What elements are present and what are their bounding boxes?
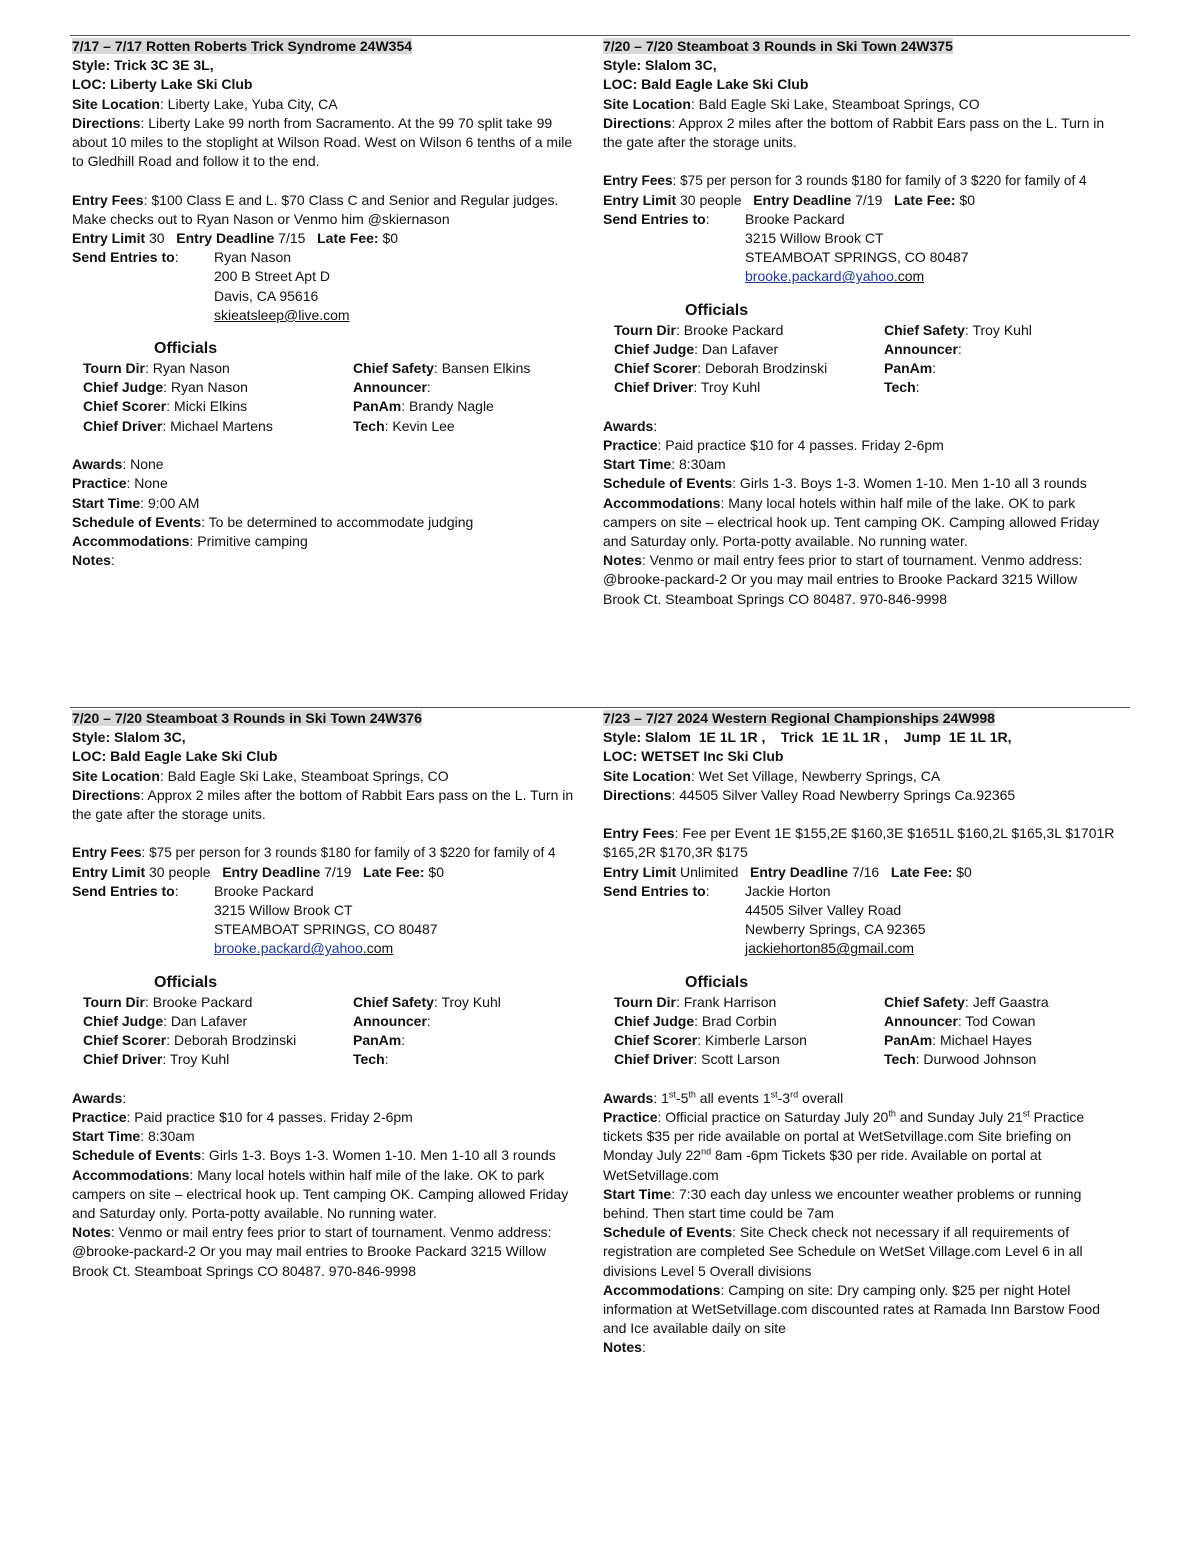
notes-label: Notes xyxy=(603,1339,642,1356)
tourn-dir-value: : Brooke Packard xyxy=(675,321,784,338)
tournament-title: 7/20 – 7/20 Steamboat 3 Rounds in Ski Town 24W375 xyxy=(603,38,953,54)
schedule-value: : To be determined to accommodate judging xyxy=(201,513,474,530)
entry-deadline-label: Entry Deadline xyxy=(176,230,275,247)
late-fee-value: $0 xyxy=(424,863,444,880)
site-value: : Bald Eagle Ski Lake, Steamboat Springs, CO xyxy=(690,95,980,112)
send-entries-label: Send Entries to xyxy=(72,249,175,266)
entry-fees-label: Entry Fees xyxy=(72,845,142,861)
tourn-dir-value: : Frank Harrison xyxy=(675,993,777,1010)
accommodations-label: Accommodations xyxy=(72,533,190,550)
awards-value: : None xyxy=(122,456,164,473)
send-email-link[interactable] xyxy=(214,939,438,958)
directions-value: : Approx 2 miles after the bottom of Rabbit Ears pass on the L. Turn in the gate after the storage units. xyxy=(72,786,574,823)
send-email-link[interactable]: jackiehorton85@gmail.com xyxy=(745,940,915,957)
middle-separator xyxy=(70,707,1130,708)
practice-value xyxy=(603,1109,1084,1183)
practice-label: Practice xyxy=(603,437,658,453)
entry-deadline-value: 7/19 xyxy=(851,191,883,208)
chief-judge-label: Chief Judge xyxy=(83,379,164,396)
accommodations-label: Accommodations xyxy=(72,1166,190,1183)
accommodations-label: Accommodations xyxy=(603,494,721,511)
tourn-dir-value: : Ryan Nason xyxy=(144,360,230,377)
chief-scorer-value: : Deborah Brodzinski xyxy=(166,1032,297,1049)
practice-sup: th xyxy=(888,1108,896,1119)
tech-label: Tech xyxy=(353,1051,385,1068)
directions-value: : Approx 2 miles after the bottom of Rabbit Ears pass on the L. Turn in the gate after the storage units. xyxy=(603,114,1105,151)
awards-part: -5 xyxy=(675,1089,689,1106)
chief-judge-value: : Brad Corbin xyxy=(694,1012,777,1029)
schedule-label: Schedule of Events xyxy=(72,1147,202,1164)
directions-value: : 44505 Silver Valley Road Newberry Springs Ca.92365 xyxy=(671,786,1016,803)
accommodations-value: : Camping on site: Dry camping only. $25 per night Hotel information at WetSetvillage.com discounted rates at Ramada Inn Barstow Food and Ice available daily on site xyxy=(603,1281,1100,1337)
tourn-dir-label: Tourn Dir xyxy=(83,993,145,1010)
entry-fees-label: Entry Fees xyxy=(72,191,144,208)
style-label: Style: xyxy=(72,729,111,746)
announcer-label: Announcer xyxy=(353,1012,427,1029)
entry-deadline-label: Entry Deadline xyxy=(222,863,321,880)
tech-value: : Kevin Lee xyxy=(384,417,455,434)
chief-driver-label: Chief Driver xyxy=(83,1051,163,1068)
chief-safety-label: Chief Safety xyxy=(353,993,434,1010)
awards-value xyxy=(653,1090,843,1106)
start-time-label: Start Time xyxy=(72,494,141,511)
send-colon: : xyxy=(174,882,179,899)
officials-title: Officials xyxy=(154,340,218,358)
chief-scorer-label: Chief Scorer xyxy=(83,398,167,415)
entry-fees-value: : $75 per person for 3 rounds $180 for family of 3 $220 for family of 4 xyxy=(141,845,556,861)
start-time-label: Start Time xyxy=(72,1128,141,1145)
accommodations-value: : Many local hotels within half mile of the lake. OK to park campers on site – electrical hook up. Tent camping OK. Camping allowed Friday and Saturday only. Porta-potty available. No running water. xyxy=(603,494,1100,550)
notes-value: : Venmo or mail entry fees prior to start of tournament. Venmo address: @brooke-packard-2 Or you may mail entries to Brooke Packard 3215 Willow Brook Ct. Steamboat Springs CO 80487. 970-846-9998 xyxy=(603,552,1083,607)
send-name: Brooke Packard xyxy=(214,882,314,899)
announcer-label: Announcer xyxy=(353,379,427,396)
entry-limit-value: 30 people xyxy=(676,191,742,208)
entry-deadline-label: Entry Deadline xyxy=(750,863,849,880)
officials-grid xyxy=(83,993,586,1070)
tech-label: Tech xyxy=(884,379,916,396)
site-value: : Bald Eagle Ski Lake, Steamboat Springs, CO xyxy=(159,767,449,784)
awards-value: : xyxy=(122,1089,127,1106)
send-entries-label: Send Entries to xyxy=(603,882,706,899)
announcer-value: : xyxy=(426,379,431,396)
send-entries xyxy=(72,248,586,325)
chief-safety-value: : Troy Kuhl xyxy=(964,321,1032,338)
panam-value: : xyxy=(401,1032,406,1049)
officials-title: Officials xyxy=(685,301,749,319)
accommodations-label: Accommodations xyxy=(603,1281,721,1298)
chief-safety-value: : Bansen Elkins xyxy=(433,360,531,377)
chief-scorer-label: Chief Scorer xyxy=(83,1032,167,1049)
entry-fees-value: : $75 per person for 3 rounds $180 for family of 3 $220 for family of 4 xyxy=(672,173,1087,189)
tournament-title: 7/23 – 7/27 2024 Western Regional Championships 24W998 xyxy=(603,710,995,726)
send-street: 3215 Willow Brook CT xyxy=(214,902,353,919)
chief-scorer-value: : Micki Elkins xyxy=(166,398,248,415)
schedule-value: : Site Check check not necessary if all requirements of registration are completed See Schedule on WetSet Village.com Level 6 in all divisions Level 5 Overall divisions xyxy=(603,1224,1083,1279)
officials-grid xyxy=(614,993,1117,1070)
entry-limit-value: 30 xyxy=(145,230,165,247)
awards-label: Awards xyxy=(603,1089,654,1106)
directions-value: : Liberty Lake 99 north from Sacramento. At the 99 70 split take 99 about 10 miles to the stoplight at Wilson Road. West on Wilson 6 tenths of a mile to Gledhill Road and follow it to the end. xyxy=(72,114,573,170)
officials-grid xyxy=(614,321,1117,398)
panam-value: : Brandy Nagle xyxy=(401,398,494,415)
entry-fees-value: : Fee per Event 1E $155,2E $160,3E $1651L $160,2L $165,3L $1701R $165,2R $170,3R $175 xyxy=(603,825,1115,861)
chief-driver-label: Chief Driver xyxy=(614,379,694,396)
panam-label: PanAm xyxy=(353,1032,402,1049)
practice-part: Practice tickets $35 per ride available on portal at WetSetvillage.com Site briefing on Monday July 22 xyxy=(603,1109,1085,1164)
late-fee-label: Late Fee: xyxy=(317,230,379,247)
notes-label: Notes xyxy=(72,1224,111,1241)
awards-label: Awards xyxy=(603,417,654,434)
chief-driver-label: Chief Driver xyxy=(614,1051,694,1068)
start-time-label: Start Time xyxy=(603,456,672,473)
practice-value: : Paid practice $10 for 4 passes. Friday 2-6pm xyxy=(657,437,944,453)
tournament-title: 7/17 – 7/17 Rotten Roberts Trick Syndrome 24W354 xyxy=(72,38,413,54)
chief-driver-value: : Scott Larson xyxy=(693,1051,780,1068)
entry-limit-label: Entry Limit xyxy=(603,191,677,208)
chief-judge-value: : Dan Lafaver xyxy=(694,340,779,357)
site-label: Site Location xyxy=(603,95,691,112)
tournament-card-2 xyxy=(603,37,1117,609)
panam-label: PanAm xyxy=(353,398,402,415)
style-value: Slalom 3C, xyxy=(645,57,717,74)
site-value: : Wet Set Village, Newberry Springs, CA xyxy=(690,767,941,784)
officials-title: Officials xyxy=(685,973,749,991)
chief-safety-value: : Jeff Gaastra xyxy=(964,993,1049,1010)
loc-value: : Liberty Lake Ski Club xyxy=(101,76,253,93)
officials-grid xyxy=(83,359,586,436)
announcer-value: : xyxy=(426,1012,431,1029)
awards-part: : 1 xyxy=(653,1089,669,1106)
late-fee-label: Late Fee: xyxy=(894,191,956,208)
send-name: Jackie Horton xyxy=(745,882,831,899)
practice-label: Practice xyxy=(603,1109,658,1125)
awards-sup: th xyxy=(688,1089,696,1100)
entry-limit-value: 30 people xyxy=(145,863,211,880)
accommodations-value: : Primitive camping xyxy=(189,533,308,550)
send-street: 3215 Willow Brook CT xyxy=(745,230,884,247)
tournament-title: 7/20 – 7/20 Steamboat 3 Rounds in Ski Town 24W376 xyxy=(72,710,422,726)
tourn-dir-label: Tourn Dir xyxy=(83,360,145,377)
chief-scorer-label: Chief Scorer xyxy=(614,360,698,377)
awards-sup: st xyxy=(770,1089,778,1100)
tourn-dir-label: Tourn Dir xyxy=(614,993,676,1010)
awards-part: overall xyxy=(798,1089,844,1106)
chief-scorer-value: : Kimberle Larson xyxy=(697,1032,807,1049)
panam-value: : xyxy=(932,360,937,377)
send-email-link[interactable] xyxy=(745,267,969,286)
send-street: 200 B Street Apt D xyxy=(214,268,330,285)
start-time-value: : 8:30am xyxy=(671,456,726,473)
chief-driver-label: Chief Driver xyxy=(83,417,163,434)
send-entries-label: Send Entries to xyxy=(72,882,175,899)
chief-driver-value: : Michael Martens xyxy=(162,417,273,434)
schedule-label: Schedule of Events xyxy=(603,1224,733,1241)
announcer-value: : Tod Cowan xyxy=(957,1012,1036,1029)
chief-driver-value: : Troy Kuhl xyxy=(162,1051,230,1068)
chief-safety-label: Chief Safety xyxy=(884,321,965,338)
practice-part: 8am -6pm Tickets $30 per ride. Available on portal at WetSetvillage.com xyxy=(603,1147,1042,1183)
loc-label: LOC xyxy=(603,748,633,765)
send-colon: : xyxy=(174,249,179,266)
chief-judge-label: Chief Judge xyxy=(614,1012,695,1029)
loc-label: LOC xyxy=(72,76,102,93)
directions-label: Directions xyxy=(603,114,672,131)
panam-label: PanAm xyxy=(884,360,933,377)
start-time-value: : 8:30am xyxy=(140,1128,195,1145)
style-label: Style: xyxy=(603,57,642,74)
send-city: STEAMBOAT SPRINGS, CO 80487 xyxy=(745,249,969,266)
late-fee-value: $0 xyxy=(378,230,399,247)
late-fee-value: $0 xyxy=(955,191,975,208)
entry-fees-label: Entry Fees xyxy=(603,173,673,189)
chief-safety-label: Chief Safety xyxy=(353,360,434,377)
tech-value: : Durwood Johnson xyxy=(915,1051,1037,1068)
chief-scorer-label: Chief Scorer xyxy=(614,1032,698,1049)
send-entries xyxy=(72,882,586,959)
entry-fees-label: Entry Fees xyxy=(603,825,675,842)
site-label: Site Location xyxy=(72,95,160,112)
style-label: Style: xyxy=(603,729,642,746)
entry-fees-value: : $100 Class E and L. $70 Class C and Senior and Regular judges. Make checks out to Ryan Nason or Venmo him @skiernason xyxy=(72,191,559,227)
send-colon: : xyxy=(705,882,710,899)
notes-value: : xyxy=(110,552,115,569)
send-email-user[interactable]: brooke.packard@yahoo xyxy=(214,940,363,957)
practice-label: Practice xyxy=(72,1109,127,1125)
entry-deadline-value: 7/15 xyxy=(274,230,306,247)
practice-part: : Official practice on Saturday July 20 xyxy=(657,1109,889,1125)
tourn-dir-value: : Brooke Packard xyxy=(144,993,253,1010)
accommodations-value: : Many local hotels within half mile of the lake. OK to park campers on site – electrical hook up. Tent camping OK. Camping allowed Friday and Saturday only. Porta-potty available. No running water. xyxy=(72,1166,569,1222)
awards-sup: st xyxy=(668,1089,676,1100)
entry-limit-label: Entry Limit xyxy=(603,863,677,880)
tech-label: Tech xyxy=(353,417,385,434)
chief-judge-label: Chief Judge xyxy=(614,340,695,357)
chief-safety-value: : Troy Kuhl xyxy=(433,993,501,1010)
announcer-label: Announcer xyxy=(884,340,958,357)
schedule-label: Schedule of Events xyxy=(603,475,733,492)
announcer-label: Announcer xyxy=(884,1012,958,1029)
directions-label: Directions xyxy=(72,786,141,803)
notes-label: Notes xyxy=(72,552,111,569)
practice-part: and Sunday July 21 xyxy=(895,1109,1023,1125)
send-city: Newberry Springs, CA 92365 xyxy=(745,921,926,938)
send-city: Davis, CA 95616 xyxy=(214,287,319,304)
late-fee-label: Late Fee: xyxy=(363,863,425,880)
chief-judge-value: : Ryan Nason xyxy=(163,379,248,396)
send-email-tld[interactable]: .com xyxy=(362,940,394,957)
style-value: Slalom 3C, xyxy=(114,729,186,746)
entry-limit-label: Entry Limit xyxy=(72,230,146,247)
site-label: Site Location xyxy=(603,767,691,784)
schedule-value: : Girls 1-3. Boys 1-3. Women 1-10. Men 1-10 all 3 rounds xyxy=(201,1147,556,1164)
late-fee-label: Late Fee: xyxy=(890,863,953,880)
panam-label: PanAm xyxy=(884,1032,933,1049)
schedule-value: : Girls 1-3. Boys 1-3. Women 1-10. Men 1-10 all 3 rounds xyxy=(732,475,1087,492)
practice-label: Practice xyxy=(72,475,127,492)
announcer-value: : xyxy=(957,340,962,357)
send-email-tld[interactable]: .com xyxy=(893,268,925,285)
loc-label: LOC xyxy=(72,748,102,765)
awards-part: all events 1 xyxy=(695,1089,771,1106)
start-time-label: Start Time xyxy=(603,1185,672,1202)
site-label: Site Location xyxy=(72,767,160,784)
awards-sup: rd xyxy=(790,1089,799,1100)
send-entries xyxy=(603,882,1117,959)
site-value: : Liberty Lake, Yuba City, CA xyxy=(159,95,338,112)
awards-part: -3 xyxy=(777,1089,791,1106)
notes-value: : Venmo or mail entry fees prior to start of tournament. Venmo address: @brooke-packard-2 Or you may mail entries to Brooke Packard 3215 Willow Brook Ct. Steamboat Springs CO 80487. 970-846-9998 xyxy=(72,1224,552,1279)
send-city: STEAMBOAT SPRINGS, CO 80487 xyxy=(214,921,438,938)
style-value: Slalom 1E 1L 1R , Trick 1E 1L 1R , Jump 1E 1L 1R, xyxy=(645,729,1012,746)
send-name: Ryan Nason xyxy=(214,249,292,266)
loc-value: : Bald Eagle Lake Ski Club xyxy=(632,76,809,93)
tournament-card-3 xyxy=(72,709,586,1281)
practice-sup: st xyxy=(1022,1108,1030,1119)
practice-value: : Paid practice $10 for 4 passes. Friday 2-6pm xyxy=(126,1109,413,1125)
loc-value: : WETSET Inc Ski Club xyxy=(632,748,784,765)
start-time-value: : 7:30 each day unless we encounter weather problems or running behind. Then start time could be 7am xyxy=(603,1185,1082,1222)
tourn-dir-label: Tourn Dir xyxy=(614,321,676,338)
send-street: 44505 Silver Valley Road xyxy=(745,902,902,919)
tech-label: Tech xyxy=(884,1051,916,1068)
loc-label: LOC xyxy=(603,76,633,93)
tournament-card-1 xyxy=(72,37,586,570)
send-email-link[interactable]: skieatsleep@live.com xyxy=(214,306,350,323)
loc-value: : Bald Eagle Lake Ski Club xyxy=(101,748,278,765)
chief-judge-value: : Dan Lafaver xyxy=(163,1012,248,1029)
style-value: Trick 3C 3E 3L, xyxy=(114,57,214,74)
awards-label: Awards xyxy=(72,456,123,473)
start-time-value: : 9:00 AM xyxy=(140,494,200,511)
notes-label: Notes xyxy=(603,552,642,569)
chief-judge-label: Chief Judge xyxy=(83,1012,164,1029)
entry-limit-value: Unlimited xyxy=(676,863,739,880)
notes-value: : xyxy=(641,1339,646,1356)
directions-label: Directions xyxy=(603,786,672,803)
entry-deadline-value: 7/19 xyxy=(320,863,352,880)
tech-value: : xyxy=(915,379,920,396)
panam-value: : Michael Hayes xyxy=(932,1032,1032,1049)
awards-value: : xyxy=(653,417,658,434)
send-entries xyxy=(603,210,1117,287)
tournament-card-4 xyxy=(603,709,1117,1358)
practice-value: : None xyxy=(126,475,168,492)
late-fee-value: $0 xyxy=(952,863,972,880)
schedule-label: Schedule of Events xyxy=(72,513,202,530)
tech-value: : xyxy=(384,1051,389,1068)
send-name: Brooke Packard xyxy=(745,210,845,227)
send-email-user[interactable]: brooke.packard@yahoo xyxy=(745,268,894,285)
chief-scorer-value: : Deborah Brodzinski xyxy=(697,360,828,377)
chief-driver-value: : Troy Kuhl xyxy=(693,379,761,396)
officials-title: Officials xyxy=(154,973,218,991)
send-entries-label: Send Entries to xyxy=(603,210,706,227)
style-label: Style: xyxy=(72,57,111,74)
entry-deadline-label: Entry Deadline xyxy=(753,191,852,208)
chief-safety-label: Chief Safety xyxy=(884,993,965,1010)
directions-label: Directions xyxy=(72,114,141,131)
send-colon: : xyxy=(705,210,710,227)
awards-label: Awards xyxy=(72,1089,123,1106)
top-separator xyxy=(70,35,1130,36)
entry-limit-label: Entry Limit xyxy=(72,863,146,880)
entry-deadline-value: 7/16 xyxy=(848,863,880,880)
practice-sup: nd xyxy=(701,1146,712,1157)
